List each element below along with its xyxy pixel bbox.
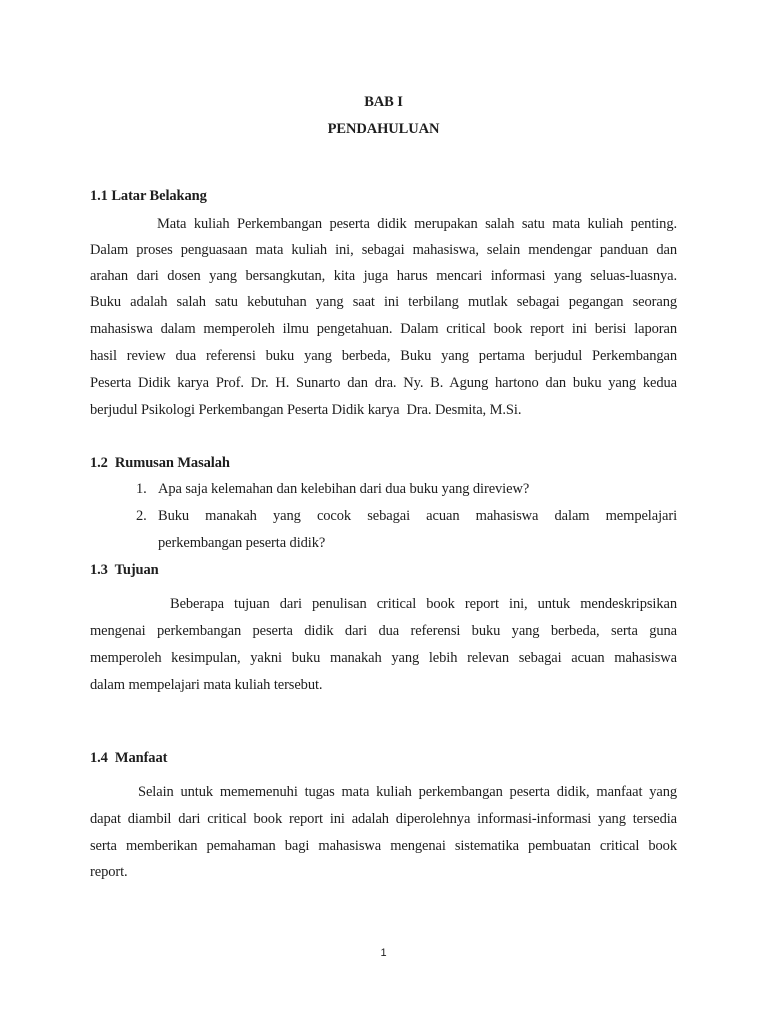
paragraph-line: dalam mempelajari mata kuliah tersebut. (90, 677, 323, 693)
paragraph-line: berjudul Psikologi Perkembangan Peserta Didik karya Dra. Desmita, M.Si. (90, 402, 522, 418)
section-heading-tujuan: 1.3 Tujuan (90, 562, 159, 578)
list-item-line: Buku manakah yang cocok sebagai acuan mahasiswa dalam mempelajari (158, 508, 677, 524)
paragraph-line: Buku adalah salah satu kebutuhan yang saat ini terbilang mutlak sebagai pegangan seorang (90, 294, 677, 310)
paragraph-line: Selain untuk mememenuhi tugas mata kuliah perkembangan peserta didik, manfaat yang (138, 784, 677, 800)
section-heading-latar-belakang: 1.1 Latar Belakang (90, 188, 207, 204)
list-item-number: 1. (136, 481, 147, 497)
paragraph-line: hasil review dua referensi buku yang berbeda, Buku yang pertama berjudul Perkembangan (90, 348, 677, 364)
paragraph-line: memperoleh kesimpulan, yakni buku manakah yang lebih relevan sebagai acuan mahasiswa (90, 650, 677, 666)
list-item-line: perkembangan peserta didik? (158, 535, 326, 551)
page-number: 1 (380, 947, 387, 959)
paragraph-line: arahan dari dosen yang bersangkutan, kita juga harus mencari informasi yang seluas-luasnya. (90, 268, 677, 284)
section-heading-manfaat: 1.4 Manfaat (90, 750, 168, 766)
section-heading-rumusan-masalah: 1.2 Rumusan Masalah (90, 455, 230, 471)
paragraph-line: Mata kuliah Perkembangan peserta didik merupakan salah satu mata kuliah penting. (157, 216, 677, 232)
paragraph-line: Peserta Didik karya Prof. Dr. H. Sunarto dan dra. Ny. B. Agung hartono dan buku yang kedua (90, 375, 677, 391)
paragraph-line: dapat diambil dari critical book report ini adalah diperolehnya informasi-informasi yang tersedia (90, 811, 677, 827)
chapter-label: BAB I (364, 94, 403, 110)
paragraph-line: Beberapa tujuan dari penulisan critical book report ini, untuk mendeskripsikan (170, 596, 677, 612)
paragraph-line: serta memberikan pemahaman bagi mahasiswa mengenai sistematika pembuatan critical book (90, 838, 677, 854)
paragraph-line: report. (90, 864, 128, 880)
paragraph-line: Dalam proses penguasaan mata kuliah ini, sebagai mahasiswa, selain mendengar panduan dan (90, 242, 677, 258)
list-item-line: Apa saja kelemahan dan kelebihan dari dua buku yang direview? (158, 481, 530, 497)
paragraph-line: mahasiswa dalam memperoleh ilmu pengetahuan. Dalam critical book report ini berisi laporan (90, 321, 677, 337)
paragraph-line: mengenai perkembangan peserta didik dari dua referensi buku yang berbeda, serta guna (90, 623, 677, 639)
chapter-title: PENDAHULUAN (327, 121, 440, 137)
list-item-number: 2. (136, 508, 147, 524)
